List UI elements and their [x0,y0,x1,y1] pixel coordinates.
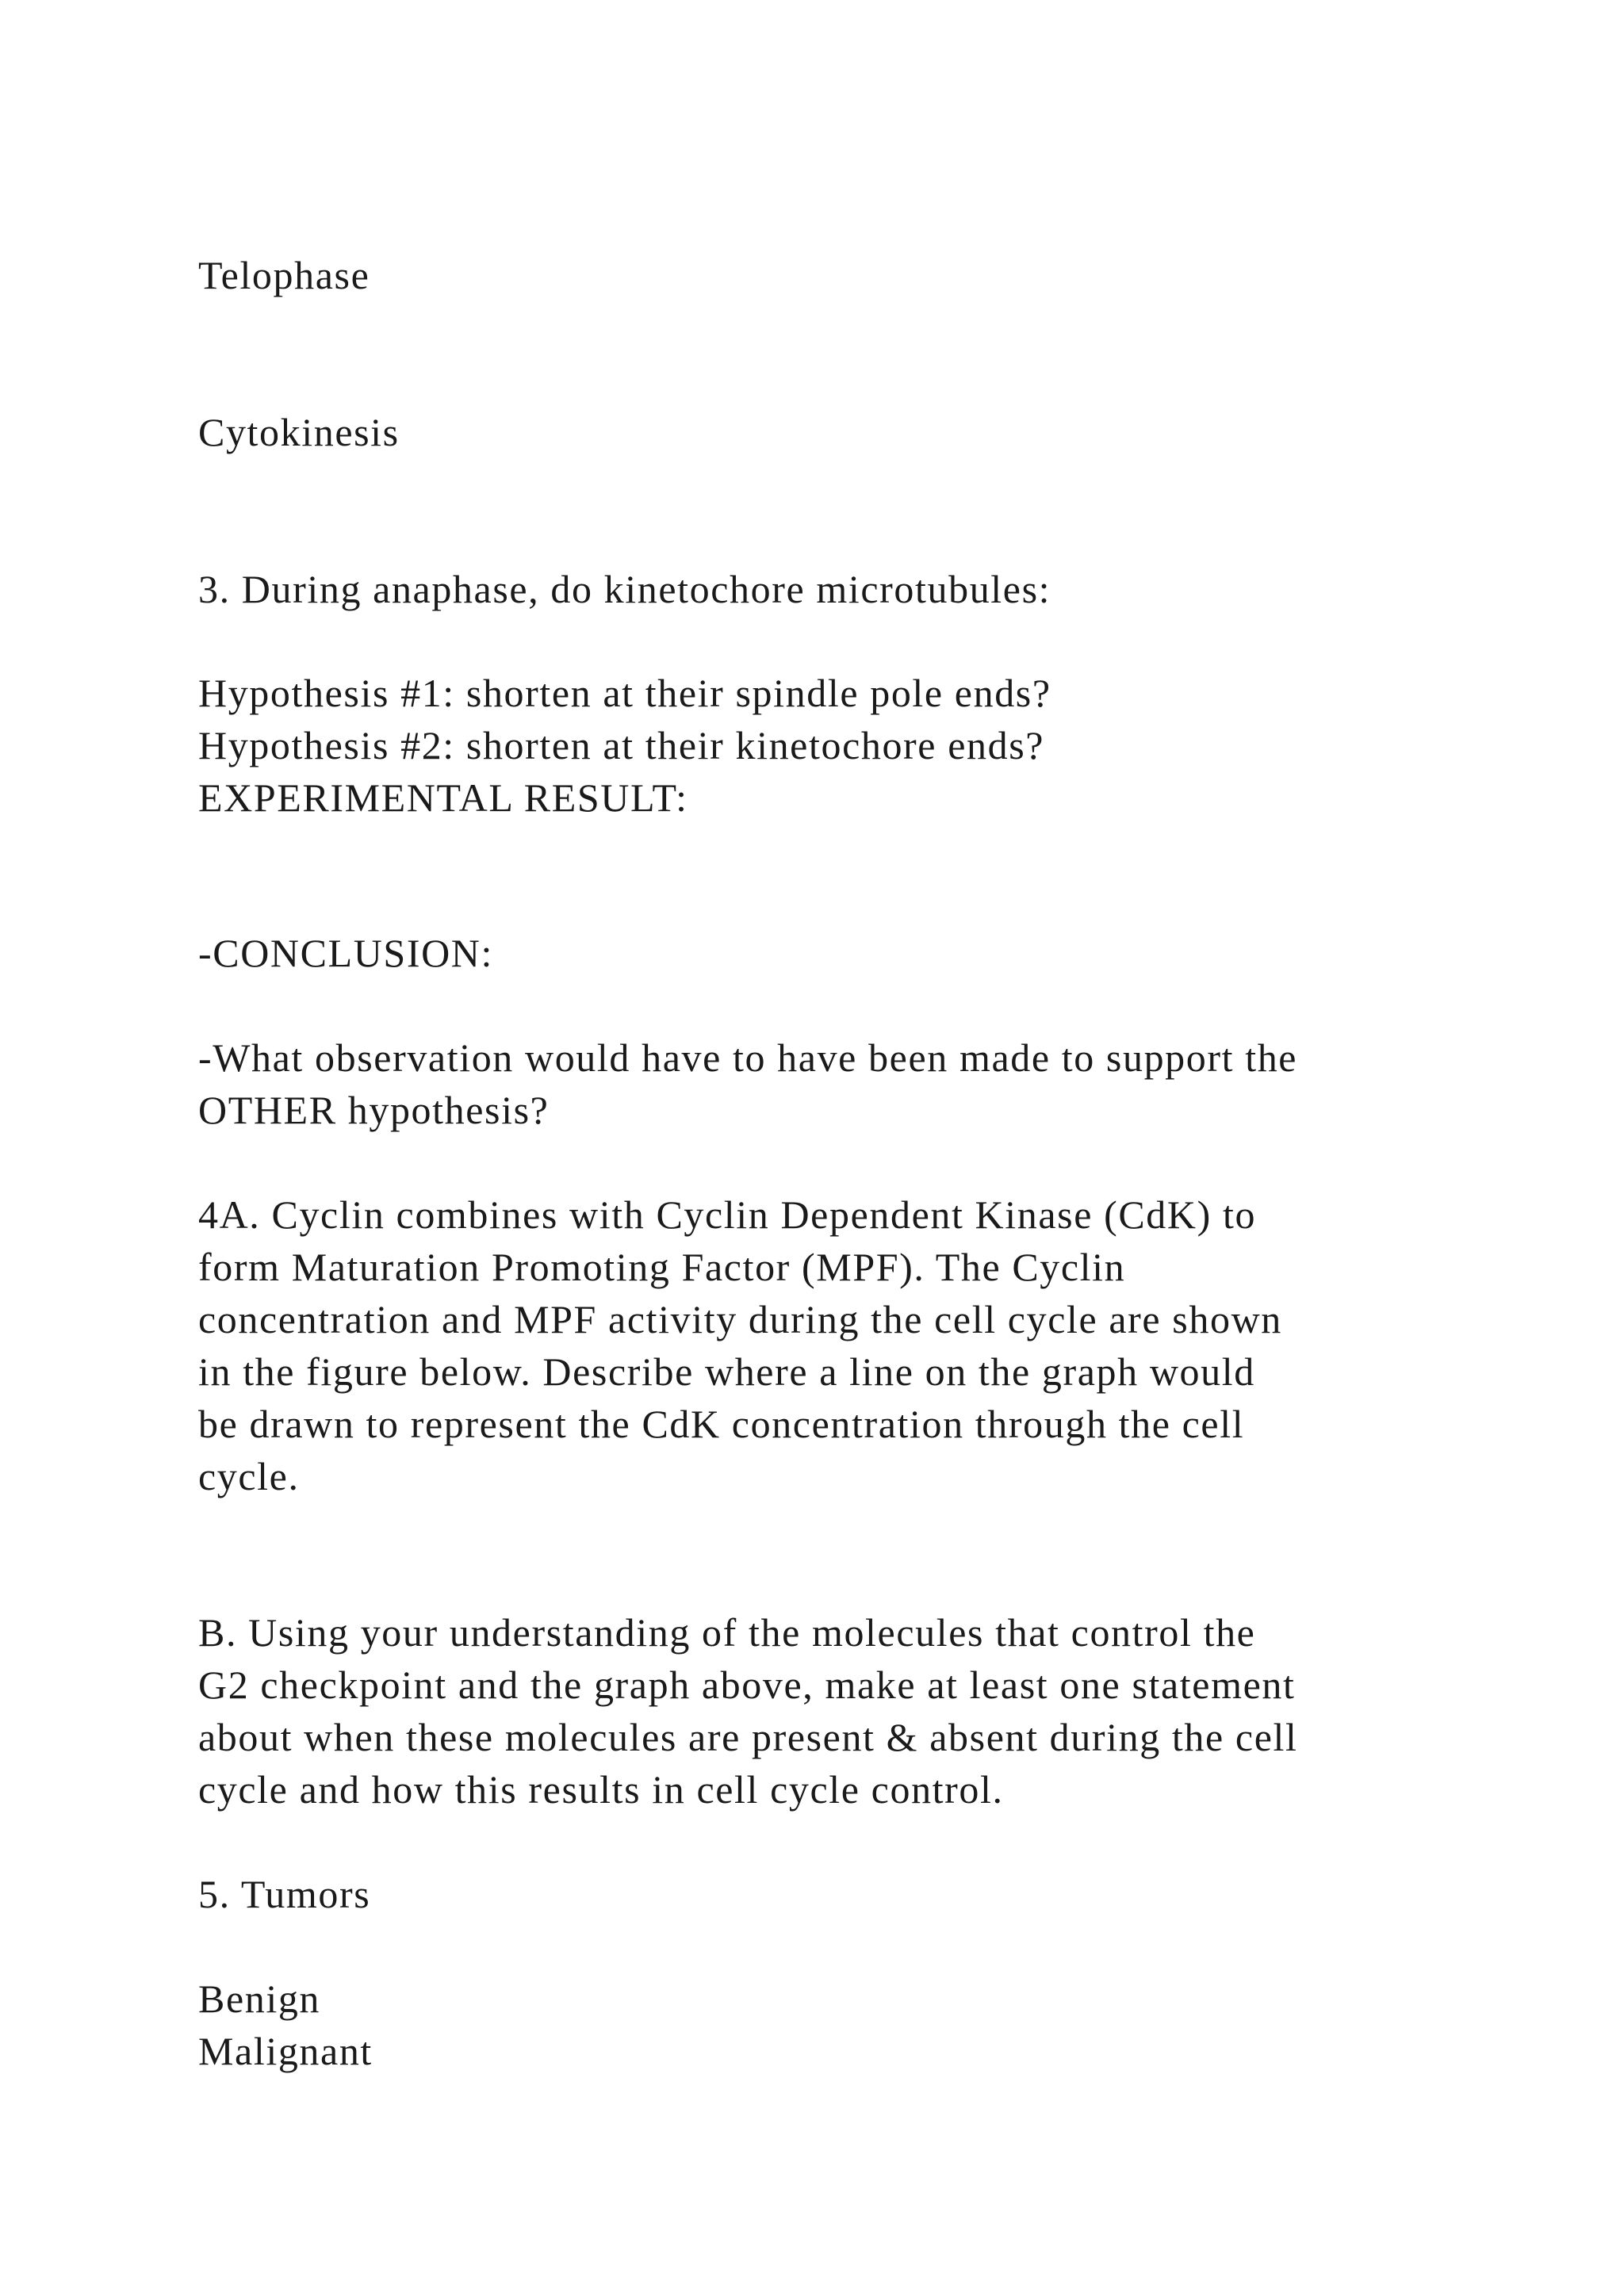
question-4b-line-4: cycle and how this results in cell cycle control. [198,1767,1004,1812]
other-hypothesis-line-2: OTHER hypothesis? [198,1088,550,1132]
question-3: 3. During anaphase, do kinetochore microtubules: [198,567,1051,611]
question-4b-line-1: B. Using your understanding of the molecules that control the [198,1610,1256,1655]
conclusion-label: -CONCLUSION: [198,931,493,975]
question-4b-line-2: G2 checkpoint and the graph above, make at least one statement [198,1663,1296,1707]
question-4a-line-5: be drawn to represent the CdK concentration through the cell [198,1402,1245,1446]
hypothesis-2: Hypothesis #2: shorten at their kinetochore ends? [198,723,1045,767]
question-4a-line-1: 4A. Cyclin combines with Cyclin Dependent Kinase (CdK) to [198,1192,1257,1237]
question-4a-line-2: form Maturation Promoting Factor (MPF). The Cyclin [198,1245,1126,1289]
other-hypothesis-line-1: -What observation would have to have been made to support the [198,1035,1298,1080]
experimental-result-label: EXPERIMENTAL RESULT: [198,775,688,820]
hypothesis-1: Hypothesis #1: shorten at their spindle pole ends? [198,671,1051,715]
question-4a-line-3: concentration and MPF activity during the cell cycle are shown [198,1297,1282,1341]
question-4a-line-4: in the figure below. Describe where a line on the graph would [198,1349,1255,1394]
cytokinesis-heading: Cytokinesis [198,410,400,454]
telophase-heading: Telophase [198,253,370,297]
benign-label: Benign [198,1976,321,2021]
malignant-label: Malignant [198,2029,373,2073]
question-4b-line-3: about when these molecules are present & absent during the cell [198,1715,1298,1759]
question-5-title: 5. Tumors [198,1872,371,1916]
question-4a-line-6: cycle. [198,1454,300,1498]
